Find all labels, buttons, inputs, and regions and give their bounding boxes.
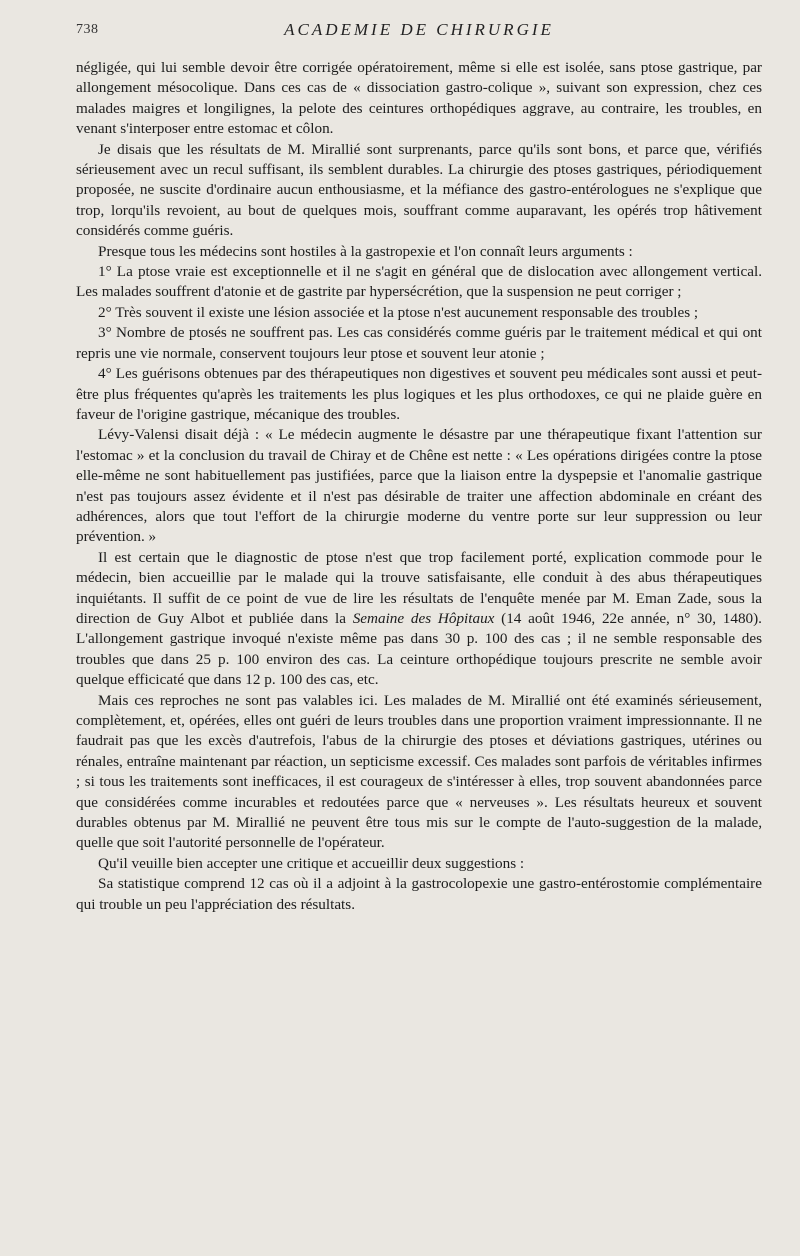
list-item: 4° Les guérisons obtenues par des thérapeutiques non digestives et souvent peu médicales sont aussi et peut-être plus fréquentes qu'après les traitements les plus logiques et les plus orthodoxes, ce qui ne plaide guère en faveur de l'origine gastrique, mécanique des troubles. (76, 365, 762, 423)
paragraph: Qu'il veuille bien accepter une critique et accueillir deux suggestions : (98, 854, 525, 872)
quotation-paragraph: Lévy-Valensi disait déjà : « Le médecin augmente le désastre par une thérapeutique fixant l'attention sur l'estomac » et la conclusion du travail de Chiray et de Chêne est nette : « Les opérations dirigées contre la ptose elle-même ne sont habituellement pas justifiées, parce que la liaison entre la dyspepsie et l'anomalie gastrique n'est pas toujours assez évidente et il n'est pas désirable de traiter une affection abdominale en créant des adhérences, alors que tout l'effort de la chirurgie moderne du ventre porte sur leur suppression ou leur prévention. » (76, 426, 762, 546)
paragraph: Je disais que les résultats de M. Mirallié sont surprenants, parce qu'ils sont bons, et parce que, vérifiés sérieusement avec un recul suffisant, ils semblent durables. La chirurgie des ptoses gastriques, périodiquement proposée, ne suscite d'ordinaire aucun enthousiasme, et la méfiance des gastro-entérologues ne s'explique que trop, lorqu'ils revoient, au bout de quelques mois, souffrant comme auparavant, les opérés trop hâtivement considérés comme guéris. (76, 140, 762, 240)
paragraph (76, 548, 762, 691)
paragraph: Sa statistique comprend 12 cas où il a adjoint à la gastrocolopexie une gastro-entérostomie complémentaire qui trouble un peu l'appréciation des résultats. (76, 875, 762, 913)
body-text (76, 58, 762, 915)
paragraph: Mais ces reproches ne sont pas valables ici. Les malades de M. Mirallié ont été examinés sérieusement, complètement, et, opérées, elles ont guéri de leurs troubles dans une proportion vraiment impressionnante. Il ne faudrait pas que les excès d'autrefois, l'abus de la chirurgie des ptoses et déviations gastriques, utérines ou rénales, entraîne maintenant par réaction, un septicisme excessif. Ces malades sont parfois de véritables infirmes ; si tous les traitements sont inefficaces, il est courageux de s'intéresser à elles, trop souvent abandonnées parce que considérées comme incurables et redoutées parce que « nerveuses ». Les résultats heureux et souvent durables obtenus par M. Mirallié ne peuvent être tous mis sur le compte de l'auto-suggestion de la malade, quelle que soit l'autorité personnelle de l'opérateur. (76, 691, 762, 852)
running-head (76, 14, 762, 44)
list-item: 1° La ptose vraie est exceptionnelle et il ne s'agit en général que de dislocation avec allongement vertical. Les malades souffrent d'atonie et de gastrite par hypersécrétion, que la suspension ne peut corriger ; (76, 263, 762, 301)
list-item: 3° Nombre de ptosés ne souffrent pas. Les cas considérés comme guéris par le traitement médical et qui ont repris une vie normale, conservent toujours leur ptose et souvent leur atonie ; (76, 324, 762, 362)
list-item: 2° Très souvent il existe une lésion associée et la ptose n'est aucunement responsable des troubles ; (98, 303, 699, 321)
paragraph-text: Il est certain que le diagnostic de ptose n'est que trop facilement porté, explication commode pour le médecin, bien accueillie par le malade qui la trouve satisfaisante, elle conduit à des abus thérapeutiques inquiétants. Il suffit de ce point de vue de lire les résultats de l'enquête menée par M. Eman Zade, sous la direction de Guy Albot et publiée dans la (76, 548, 762, 627)
paragraph: Presque tous les médecins sont hostiles à la gastropexie et l'on connaît leurs arguments : (98, 242, 633, 260)
journal-reference: Semaine des Hôpitaux (352, 609, 495, 627)
page-number: 738 (76, 22, 99, 37)
paragraph-text: (14 août 1946, 22e année, n° 30, 1480). L'allongement gastrique invoqué n'existe même pas dans 30 p. 100 des cas ; il ne semble responsable des troubles que dans 25 p. 100 environ des cas. La ceinture orthopédique toujours prescrite ne semble avoir quelque efficicaté que dans 12 p. 100 des cas, etc. (76, 609, 762, 689)
paragraph: négligée, qui lui semble devoir être corrigée opératoirement, même si elle est isolée, sans ptose gastrique, par allongement mésocolique. Dans ces cas de « dissociation gastro-colique », suivant son expression, chez ces malades maigres et longilignes, la pelote des ceintures orthopédiques aggrave, au contraire, les troubles, en venant s'interposer entre estomac et côlon. (76, 59, 762, 138)
journal-title: ACADEMIE DE CHIRURGIE (284, 20, 554, 39)
